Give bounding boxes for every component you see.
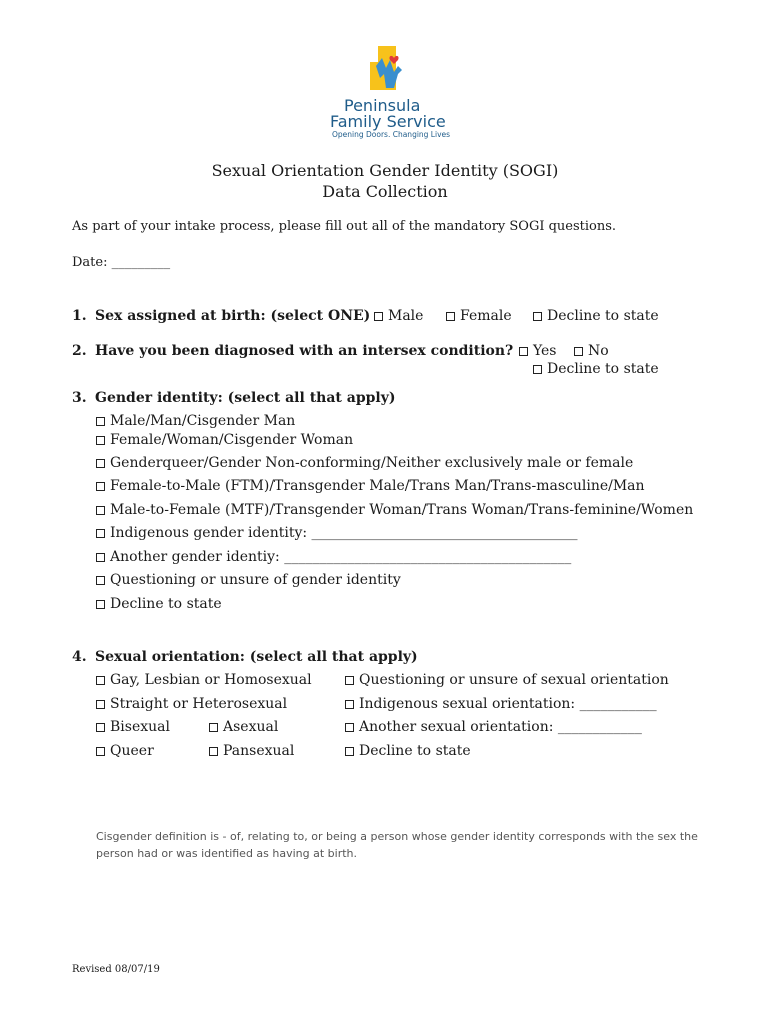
- q3-option-another[interactable]: Another gender identiy: _________________________________________: [96, 549, 571, 565]
- q4-option-asexual[interactable]: Asexual: [209, 719, 278, 735]
- checkbox-icon[interactable]: [345, 676, 354, 685]
- form-title-line1: Sexual Orientation Gender Identity (SOGI): [211, 161, 559, 180]
- logo: [326, 44, 451, 142]
- checkbox-icon[interactable]: [345, 723, 354, 732]
- q1-option-decline[interactable]: Decline to state: [533, 308, 659, 324]
- logo-name-line1: Peninsula: [344, 96, 421, 115]
- footnote-line1: Cisgender definition is - of, relating to, or being a person whose gender identity corresponds with the sex the: [96, 830, 698, 843]
- q4-option-straight[interactable]: Straight or Heterosexual: [96, 696, 287, 712]
- logo-tagline: Opening Doors. Changing Lives: [332, 130, 451, 139]
- q2-text: Have you been diagnosed with an intersex condition?: [95, 343, 514, 359]
- q2-option-yes[interactable]: Yes: [519, 343, 557, 359]
- checkbox-icon[interactable]: [209, 747, 218, 756]
- revised-date: Revised 08/07/19: [72, 964, 160, 975]
- q3-text: Gender identity: (select all that apply): [95, 390, 396, 406]
- q3-option[interactable]: Questioning or unsure of gender identity: [96, 572, 401, 588]
- q3-option-indigenous[interactable]: Indigenous gender identity: ______________________________________: [96, 525, 578, 541]
- q4-option-indigenous[interactable]: Indigenous sexual orientation: ___________: [345, 696, 657, 712]
- q3-option[interactable]: Genderqueer/Gender Non-conforming/Neither exclusively male or female: [96, 455, 633, 471]
- q1-option-female[interactable]: Female: [446, 308, 512, 324]
- checkbox-icon[interactable]: [374, 312, 383, 321]
- checkbox-icon[interactable]: [96, 676, 105, 685]
- q4-option-bisexual[interactable]: Bisexual: [96, 719, 170, 735]
- q4-text: Sexual orientation: (select all that apply): [95, 649, 418, 665]
- footnote-line2: person had or was identified as having at birth.: [96, 847, 358, 860]
- q1-number: 1.: [72, 308, 87, 324]
- q4-option-decline[interactable]: Decline to state: [345, 743, 471, 759]
- q3-option[interactable]: Male/Man/Cisgender Man: [96, 413, 295, 429]
- checkbox-icon[interactable]: [96, 482, 105, 491]
- q4-option-pansexual[interactable]: Pansexual: [209, 743, 294, 759]
- checkbox-icon[interactable]: [96, 553, 105, 562]
- checkbox-icon[interactable]: [96, 436, 105, 445]
- q2-option-no[interactable]: No: [574, 343, 609, 359]
- checkbox-icon[interactable]: [209, 723, 218, 732]
- q3-option[interactable]: Male-to-Female (MTF)/Transgender Woman/Trans Woman/Trans-feminine/Women: [96, 502, 693, 518]
- checkbox-icon[interactable]: [96, 529, 105, 538]
- hand-heart-icon: [368, 44, 408, 94]
- q4-option-questioning[interactable]: Questioning or unsure of sexual orientation: [345, 672, 669, 688]
- q3-option[interactable]: Female/Woman/Cisgender Woman: [96, 432, 353, 448]
- q1-text: Sex assigned at birth: (select ONE): [95, 308, 371, 324]
- date-field[interactable]: Date: _________: [72, 255, 171, 270]
- checkbox-icon[interactable]: [96, 723, 105, 732]
- checkbox-icon[interactable]: [345, 700, 354, 709]
- checkbox-icon[interactable]: [345, 747, 354, 756]
- checkbox-icon[interactable]: [96, 747, 105, 756]
- q4-option-gay-lesbian[interactable]: Gay, Lesbian or Homosexual: [96, 672, 312, 688]
- q4-option-another[interactable]: Another sexual orientation: ____________: [345, 719, 642, 735]
- checkbox-icon[interactable]: [96, 417, 105, 426]
- logo-name-line2: Family Service: [330, 112, 446, 131]
- checkbox-icon[interactable]: [96, 459, 105, 468]
- checkbox-icon[interactable]: [96, 700, 105, 709]
- q2-option-decline[interactable]: Decline to state: [533, 361, 659, 377]
- q1-option-male[interactable]: Male: [374, 308, 423, 324]
- intro-text: As part of your intake process, please fill out all of the mandatory SOGI questions.: [72, 219, 617, 234]
- q2-number: 2.: [72, 343, 87, 359]
- form-title-line2: Data Collection: [322, 182, 448, 201]
- q3-number: 3.: [72, 390, 87, 406]
- checkbox-icon[interactable]: [446, 312, 455, 321]
- checkbox-icon[interactable]: [96, 576, 105, 585]
- checkbox-icon[interactable]: [96, 506, 105, 515]
- checkbox-icon[interactable]: [519, 347, 528, 356]
- checkbox-icon[interactable]: [533, 365, 542, 374]
- q4-number: 4.: [72, 649, 87, 665]
- q3-option-decline[interactable]: Decline to state: [96, 596, 222, 612]
- checkbox-icon[interactable]: [96, 600, 105, 609]
- checkbox-icon[interactable]: [574, 347, 583, 356]
- checkbox-icon[interactable]: [533, 312, 542, 321]
- q4-option-queer[interactable]: Queer: [96, 743, 154, 759]
- q3-option[interactable]: Female-to-Male (FTM)/Transgender Male/Trans Man/Trans-masculine/Man: [96, 478, 645, 494]
